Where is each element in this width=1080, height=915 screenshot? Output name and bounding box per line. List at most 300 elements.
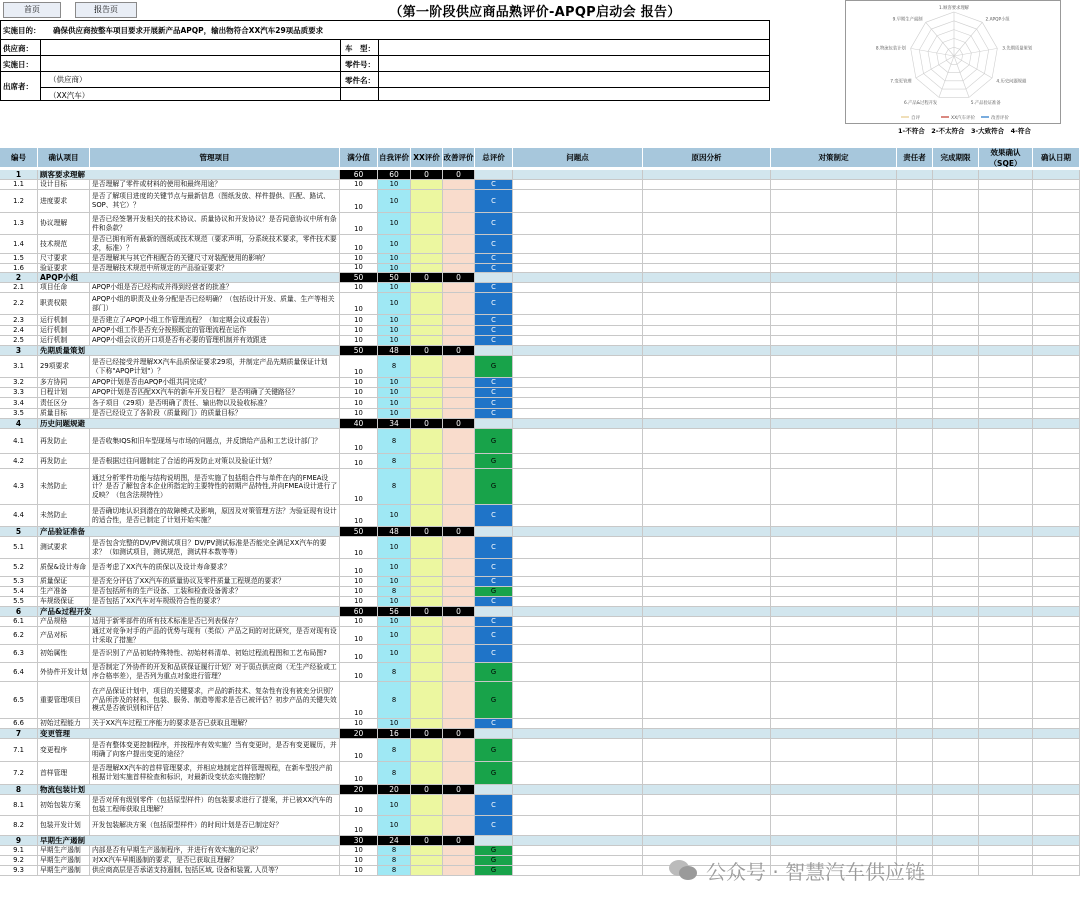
effect-field[interactable] [979, 795, 1033, 816]
self-score-input[interactable] [378, 264, 411, 273]
owner-field[interactable] [897, 454, 933, 469]
owner-field[interactable] [897, 627, 933, 645]
issue-field[interactable] [513, 816, 643, 836]
measure-field[interactable] [771, 816, 897, 836]
self-score-input[interactable] [378, 326, 411, 336]
effect-field[interactable] [979, 254, 1033, 264]
measure-field[interactable] [771, 356, 897, 378]
deadline-field[interactable] [933, 617, 979, 627]
self-score-input[interactable] [378, 283, 411, 293]
xx-score-input[interactable] [411, 398, 443, 409]
deadline-field[interactable] [933, 739, 979, 762]
owner-field[interactable] [897, 254, 933, 264]
effect-field[interactable] [979, 454, 1033, 469]
xx-score-input[interactable] [411, 645, 443, 663]
effect-field[interactable] [979, 315, 1033, 326]
measure-field[interactable] [771, 336, 897, 346]
deadline-field[interactable] [933, 454, 979, 469]
improve-score-input[interactable] [443, 378, 475, 388]
measure-field[interactable] [771, 682, 897, 719]
confirm-date-field[interactable] [1033, 505, 1080, 527]
supplier-field[interactable] [43, 41, 337, 55]
improve-score-input[interactable] [443, 336, 475, 346]
owner-field[interactable] [897, 213, 933, 235]
self-score-input[interactable] [378, 409, 411, 419]
xx-score-input[interactable] [411, 469, 443, 505]
deadline-field[interactable] [933, 326, 979, 336]
improve-score-input[interactable] [443, 816, 475, 836]
measure-field[interactable] [771, 315, 897, 326]
owner-field[interactable] [897, 617, 933, 627]
xx-score-input[interactable] [411, 180, 443, 190]
confirm-date-field[interactable] [1033, 795, 1080, 816]
issue-field[interactable] [513, 454, 643, 469]
improve-score-input[interactable] [443, 409, 475, 419]
cause-field[interactable] [643, 663, 771, 682]
xx-score-input[interactable] [411, 429, 443, 454]
issue-field[interactable] [513, 866, 643, 876]
measure-field[interactable] [771, 559, 897, 577]
cause-field[interactable] [643, 336, 771, 346]
effect-field[interactable] [979, 577, 1033, 587]
xx-score-input[interactable] [411, 190, 443, 213]
confirm-date-field[interactable] [1033, 645, 1080, 663]
cause-field[interactable] [643, 617, 771, 627]
improve-score-input[interactable] [443, 190, 475, 213]
confirm-date-field[interactable] [1033, 682, 1080, 719]
confirm-date-field[interactable] [1033, 627, 1080, 645]
deadline-field[interactable] [933, 597, 979, 607]
improve-score-input[interactable] [443, 846, 475, 856]
effect-field[interactable] [979, 429, 1033, 454]
owner-field[interactable] [897, 663, 933, 682]
owner-field[interactable] [897, 587, 933, 597]
cause-field[interactable] [643, 587, 771, 597]
improve-score-input[interactable] [443, 454, 475, 469]
measure-field[interactable] [771, 587, 897, 597]
cause-field[interactable] [643, 597, 771, 607]
cause-field[interactable] [643, 190, 771, 213]
improve-score-input[interactable] [443, 577, 475, 587]
xx-score-input[interactable] [411, 537, 443, 559]
deadline-field[interactable] [933, 293, 979, 315]
confirm-date-field[interactable] [1033, 235, 1080, 254]
improve-score-input[interactable] [443, 429, 475, 454]
measure-field[interactable] [771, 719, 897, 729]
owner-field[interactable] [897, 537, 933, 559]
xx-score-input[interactable] [411, 559, 443, 577]
self-score-input[interactable] [378, 254, 411, 264]
improve-score-input[interactable] [443, 762, 475, 785]
measure-field[interactable] [771, 505, 897, 527]
measure-field[interactable] [771, 762, 897, 785]
issue-field[interactable] [513, 645, 643, 663]
owner-field[interactable] [897, 378, 933, 388]
improve-score-input[interactable] [443, 537, 475, 559]
deadline-field[interactable] [933, 398, 979, 409]
effect-field[interactable] [979, 388, 1033, 398]
cause-field[interactable] [643, 388, 771, 398]
xx-score-input[interactable] [411, 682, 443, 719]
issue-field[interactable] [513, 469, 643, 505]
issue-field[interactable] [513, 597, 643, 607]
deadline-field[interactable] [933, 409, 979, 419]
xx-score-input[interactable] [411, 739, 443, 762]
measure-field[interactable] [771, 537, 897, 559]
measure-field[interactable] [771, 469, 897, 505]
confirm-date-field[interactable] [1033, 559, 1080, 577]
improve-score-input[interactable] [443, 356, 475, 378]
improve-score-input[interactable] [443, 627, 475, 645]
deadline-field[interactable] [933, 663, 979, 682]
deadline-field[interactable] [933, 816, 979, 836]
cause-field[interactable] [643, 762, 771, 785]
cause-field[interactable] [643, 739, 771, 762]
xx-score-input[interactable] [411, 378, 443, 388]
self-score-input[interactable] [378, 537, 411, 559]
effect-field[interactable] [979, 505, 1033, 527]
issue-field[interactable] [513, 617, 643, 627]
cause-field[interactable] [643, 293, 771, 315]
xx-score-input[interactable] [411, 315, 443, 326]
deadline-field[interactable] [933, 469, 979, 505]
self-score-input[interactable] [378, 559, 411, 577]
self-score-input[interactable] [378, 587, 411, 597]
improve-score-input[interactable] [443, 682, 475, 719]
self-score-input[interactable] [378, 627, 411, 645]
cause-field[interactable] [643, 180, 771, 190]
deadline-field[interactable] [933, 356, 979, 378]
improve-score-input[interactable] [443, 866, 475, 876]
xx-score-input[interactable] [411, 795, 443, 816]
deadline-field[interactable] [933, 388, 979, 398]
effect-field[interactable] [979, 682, 1033, 719]
owner-field[interactable] [897, 682, 933, 719]
effect-field[interactable] [979, 846, 1033, 856]
improve-score-input[interactable] [443, 213, 475, 235]
cause-field[interactable] [643, 398, 771, 409]
measure-field[interactable] [771, 213, 897, 235]
deadline-field[interactable] [933, 587, 979, 597]
self-score-input[interactable] [378, 388, 411, 398]
measure-field[interactable] [771, 429, 897, 454]
self-score-input[interactable] [378, 816, 411, 836]
confirm-date-field[interactable] [1033, 429, 1080, 454]
effect-field[interactable] [979, 762, 1033, 785]
cause-field[interactable] [643, 682, 771, 719]
confirm-date-field[interactable] [1033, 409, 1080, 419]
effect-field[interactable] [979, 739, 1033, 762]
deadline-field[interactable] [933, 315, 979, 326]
improve-score-input[interactable] [443, 469, 475, 505]
deadline-field[interactable] [933, 378, 979, 388]
cause-field[interactable] [643, 846, 771, 856]
improve-score-input[interactable] [443, 180, 475, 190]
xx-score-input[interactable] [411, 293, 443, 315]
xx-score-input[interactable] [411, 856, 443, 866]
cause-field[interactable] [643, 213, 771, 235]
measure-field[interactable] [771, 739, 897, 762]
improve-score-input[interactable] [443, 663, 475, 682]
deadline-field[interactable] [933, 213, 979, 235]
confirm-date-field[interactable] [1033, 388, 1080, 398]
self-score-input[interactable] [378, 846, 411, 856]
effect-field[interactable] [979, 627, 1033, 645]
measure-field[interactable] [771, 293, 897, 315]
deadline-field[interactable] [933, 866, 979, 876]
self-score-input[interactable] [378, 617, 411, 627]
self-score-input[interactable] [378, 293, 411, 315]
cause-field[interactable] [643, 816, 771, 836]
owner-field[interactable] [897, 409, 933, 419]
confirm-date-field[interactable] [1033, 739, 1080, 762]
improve-score-input[interactable] [443, 398, 475, 409]
issue-field[interactable] [513, 293, 643, 315]
measure-field[interactable] [771, 264, 897, 273]
self-score-input[interactable] [378, 856, 411, 866]
improve-score-input[interactable] [443, 597, 475, 607]
effect-field[interactable] [979, 356, 1033, 378]
cause-field[interactable] [643, 409, 771, 419]
cause-field[interactable] [643, 315, 771, 326]
issue-field[interactable] [513, 398, 643, 409]
issue-field[interactable] [513, 682, 643, 719]
owner-field[interactable] [897, 293, 933, 315]
owner-field[interactable] [897, 846, 933, 856]
issue-field[interactable] [513, 795, 643, 816]
owner-field[interactable] [897, 469, 933, 505]
confirm-date-field[interactable] [1033, 356, 1080, 378]
self-score-input[interactable] [378, 213, 411, 235]
measure-field[interactable] [771, 454, 897, 469]
issue-field[interactable] [513, 559, 643, 577]
cause-field[interactable] [643, 505, 771, 527]
owner-field[interactable] [897, 577, 933, 587]
effect-field[interactable] [979, 336, 1033, 346]
issue-field[interactable] [513, 264, 643, 273]
deadline-field[interactable] [933, 264, 979, 273]
issue-field[interactable] [513, 283, 643, 293]
measure-field[interactable] [771, 388, 897, 398]
measure-field[interactable] [771, 398, 897, 409]
xx-score-input[interactable] [411, 326, 443, 336]
improve-score-input[interactable] [443, 235, 475, 254]
confirm-date-field[interactable] [1033, 663, 1080, 682]
cause-field[interactable] [643, 469, 771, 505]
deadline-field[interactable] [933, 645, 979, 663]
confirm-date-field[interactable] [1033, 454, 1080, 469]
issue-field[interactable] [513, 190, 643, 213]
effect-field[interactable] [979, 293, 1033, 315]
owner-field[interactable] [897, 388, 933, 398]
owner-field[interactable] [897, 190, 933, 213]
owner-field[interactable] [897, 505, 933, 527]
confirm-date-field[interactable] [1033, 719, 1080, 729]
owner-field[interactable] [897, 597, 933, 607]
improve-score-input[interactable] [443, 283, 475, 293]
xx-score-input[interactable] [411, 597, 443, 607]
deadline-field[interactable] [933, 429, 979, 454]
self-score-input[interactable] [378, 378, 411, 388]
issue-field[interactable] [513, 587, 643, 597]
improve-score-input[interactable] [443, 587, 475, 597]
confirm-date-field[interactable] [1033, 336, 1080, 346]
model-field[interactable] [381, 41, 765, 55]
effect-field[interactable] [979, 213, 1033, 235]
measure-field[interactable] [771, 627, 897, 645]
issue-field[interactable] [513, 577, 643, 587]
owner-field[interactable] [897, 739, 933, 762]
xx-score-input[interactable] [411, 587, 443, 597]
issue-field[interactable] [513, 856, 643, 866]
improve-score-input[interactable] [443, 795, 475, 816]
improve-score-input[interactable] [443, 326, 475, 336]
owner-field[interactable] [897, 235, 933, 254]
deadline-field[interactable] [933, 719, 979, 729]
issue-field[interactable] [513, 180, 643, 190]
deadline-field[interactable] [933, 846, 979, 856]
issue-field[interactable] [513, 846, 643, 856]
self-score-input[interactable] [378, 645, 411, 663]
self-score-input[interactable] [378, 429, 411, 454]
xx-score-input[interactable] [411, 866, 443, 876]
effect-field[interactable] [979, 326, 1033, 336]
self-score-input[interactable] [378, 469, 411, 505]
measure-field[interactable] [771, 617, 897, 627]
xx-score-input[interactable] [411, 663, 443, 682]
measure-field[interactable] [771, 235, 897, 254]
issue-field[interactable] [513, 537, 643, 559]
owner-field[interactable] [897, 398, 933, 409]
issue-field[interactable] [513, 336, 643, 346]
self-score-input[interactable] [378, 739, 411, 762]
improve-score-input[interactable] [443, 505, 475, 527]
improve-score-input[interactable] [443, 719, 475, 729]
self-score-input[interactable] [378, 682, 411, 719]
self-score-input[interactable] [378, 762, 411, 785]
effect-field[interactable] [979, 409, 1033, 419]
xx-score-input[interactable] [411, 235, 443, 254]
cause-field[interactable] [643, 627, 771, 645]
improve-score-input[interactable] [443, 264, 475, 273]
deadline-field[interactable] [933, 180, 979, 190]
owner-field[interactable] [897, 336, 933, 346]
self-score-input[interactable] [378, 356, 411, 378]
cause-field[interactable] [643, 378, 771, 388]
cause-field[interactable] [643, 429, 771, 454]
deadline-field[interactable] [933, 577, 979, 587]
deadline-field[interactable] [933, 190, 979, 213]
owner-field[interactable] [897, 315, 933, 326]
self-score-input[interactable] [378, 454, 411, 469]
issue-field[interactable] [513, 627, 643, 645]
issue-field[interactable] [513, 663, 643, 682]
measure-field[interactable] [771, 409, 897, 419]
xx-score-input[interactable] [411, 264, 443, 273]
cause-field[interactable] [643, 719, 771, 729]
deadline-field[interactable] [933, 537, 979, 559]
deadline-field[interactable] [933, 559, 979, 577]
owner-field[interactable] [897, 356, 933, 378]
effect-field[interactable] [979, 264, 1033, 273]
confirm-date-field[interactable] [1033, 378, 1080, 388]
effect-field[interactable] [979, 719, 1033, 729]
effect-field[interactable] [979, 235, 1033, 254]
confirm-date-field[interactable] [1033, 469, 1080, 505]
improve-score-input[interactable] [443, 293, 475, 315]
issue-field[interactable] [513, 762, 643, 785]
confirm-date-field[interactable] [1033, 577, 1080, 587]
cause-field[interactable] [643, 264, 771, 273]
cause-field[interactable] [643, 645, 771, 663]
owner-field[interactable] [897, 429, 933, 454]
issue-field[interactable] [513, 409, 643, 419]
self-score-input[interactable] [378, 597, 411, 607]
xx-score-input[interactable] [411, 577, 443, 587]
effect-field[interactable] [979, 190, 1033, 213]
confirm-date-field[interactable] [1033, 293, 1080, 315]
cause-field[interactable] [643, 577, 771, 587]
owner-field[interactable] [897, 326, 933, 336]
xx-score-input[interactable] [411, 336, 443, 346]
effect-field[interactable] [979, 559, 1033, 577]
measure-field[interactable] [771, 180, 897, 190]
xx-score-input[interactable] [411, 617, 443, 627]
effect-field[interactable] [979, 378, 1033, 388]
measure-field[interactable] [771, 283, 897, 293]
effect-field[interactable] [979, 587, 1033, 597]
confirm-date-field[interactable] [1033, 597, 1080, 607]
measure-field[interactable] [771, 846, 897, 856]
confirm-date-field[interactable] [1033, 283, 1080, 293]
xx-score-input[interactable] [411, 762, 443, 785]
deadline-field[interactable] [933, 283, 979, 293]
self-score-input[interactable] [378, 577, 411, 587]
xx-score-input[interactable] [411, 213, 443, 235]
measure-field[interactable] [771, 663, 897, 682]
effect-field[interactable] [979, 597, 1033, 607]
owner-field[interactable] [897, 795, 933, 816]
issue-field[interactable] [513, 505, 643, 527]
effect-field[interactable] [979, 816, 1033, 836]
xx-score-input[interactable] [411, 409, 443, 419]
confirm-date-field[interactable] [1033, 866, 1080, 876]
measure-field[interactable] [771, 795, 897, 816]
issue-field[interactable] [513, 388, 643, 398]
improve-score-input[interactable] [443, 388, 475, 398]
owner-field[interactable] [897, 180, 933, 190]
deadline-field[interactable] [933, 682, 979, 719]
cause-field[interactable] [643, 356, 771, 378]
confirm-date-field[interactable] [1033, 816, 1080, 836]
issue-field[interactable] [513, 739, 643, 762]
confirm-date-field[interactable] [1033, 326, 1080, 336]
self-score-input[interactable] [378, 315, 411, 326]
issue-field[interactable] [513, 315, 643, 326]
deadline-field[interactable] [933, 856, 979, 866]
xx-score-input[interactable] [411, 846, 443, 856]
issue-field[interactable] [513, 429, 643, 454]
effect-field[interactable] [979, 663, 1033, 682]
report-page-button[interactable]: 报告页 [75, 2, 137, 18]
issue-field[interactable] [513, 254, 643, 264]
xx-score-input[interactable] [411, 816, 443, 836]
confirm-date-field[interactable] [1033, 180, 1080, 190]
cause-field[interactable] [643, 795, 771, 816]
issue-field[interactable] [513, 356, 643, 378]
confirm-date-field[interactable] [1033, 617, 1080, 627]
confirm-date-field[interactable] [1033, 254, 1080, 264]
